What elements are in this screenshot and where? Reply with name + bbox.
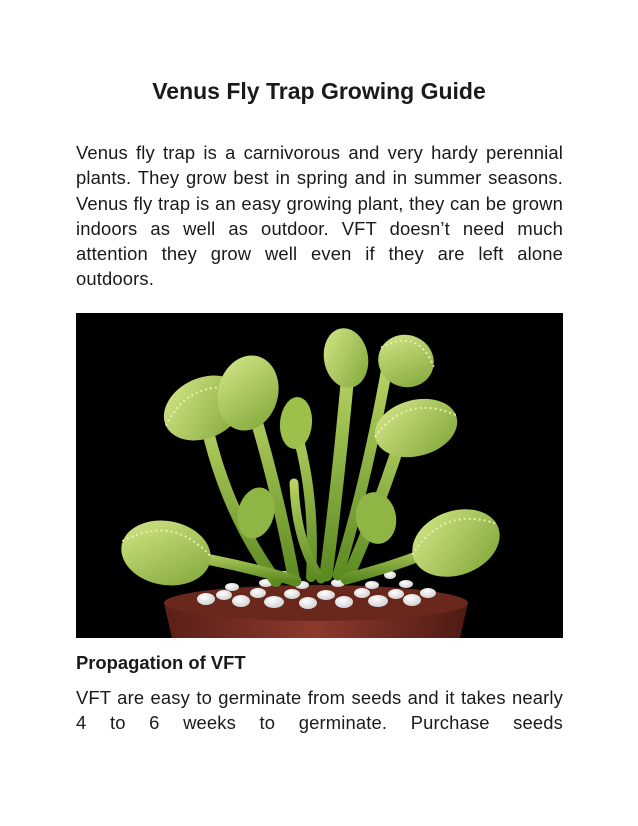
- propagation-paragraph: VFT are easy to germinate from seeds and it takes nearly 4 to 6 weeks to germinate. Purchase seeds: [76, 687, 563, 734]
- venus-fly-trap-photo: [76, 313, 563, 638]
- page-title: Venus Fly Trap Growing Guide: [152, 78, 486, 104]
- section-heading-propagation: Propagation of VFT: [76, 652, 246, 673]
- intro-paragraph: Venus fly trap is a carnivorous and very hardy perennial plants. They grow best in spring and in summer seasons. Venus fly trap is an easy growing plant, they can be grown indoors as well as outdoor. VFT doesn’t need much attention they grow well even if they are left alone outdoors.: [76, 142, 563, 290]
